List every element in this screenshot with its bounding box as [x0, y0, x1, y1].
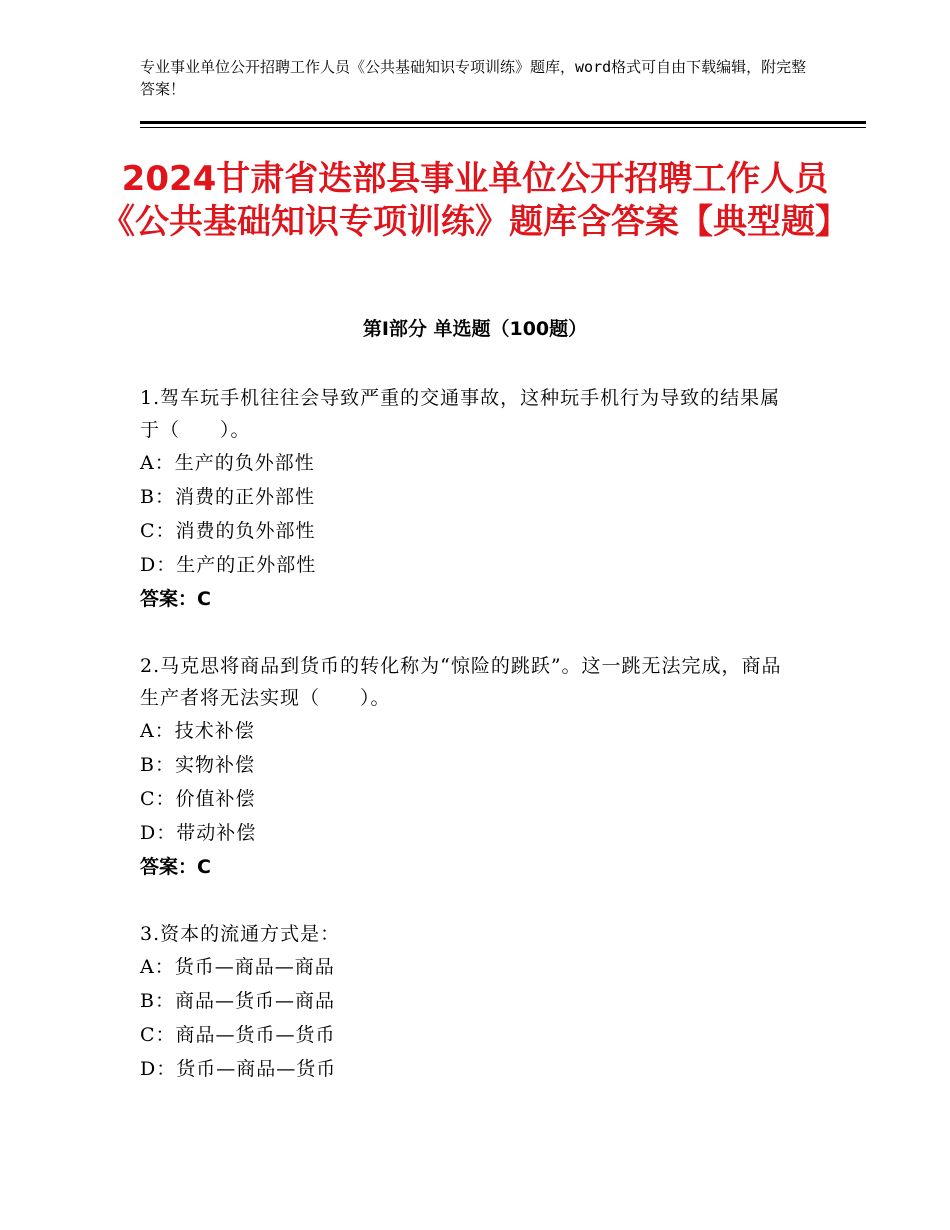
section-title: 第Ⅰ部分 单选题（100题）	[362, 318, 588, 340]
question-stem: 1.驾车玩手机往往会导致严重的交通事故，这种玩手机行为导致的结果属于（ ）。	[140, 387, 781, 441]
question-list	[140, 382, 800, 1120]
header-note: 专业事业单位公开招聘工作人员《公共基础知识专项训练》题库，word格式可自由下载编辑，附完整答案！	[140, 58, 807, 98]
option-b: B：商品—货币—商品	[140, 990, 335, 1012]
option-d: D：带动补偿	[140, 822, 257, 844]
answer: 答案：C	[140, 588, 211, 610]
question-stem: 2.马克思将商品到货币的转化称为“惊险的跳跃”。这一跳无法完成，商品生产者将无法实现（ ）。	[140, 655, 782, 709]
header-rule-thin	[140, 127, 866, 128]
option-d: D：货币—商品—货币	[140, 1058, 337, 1080]
question-2	[140, 650, 800, 884]
option-a: A：货币—商品—商品	[140, 956, 335, 978]
question-1	[140, 382, 800, 616]
document-title: 2024甘肃省迭部县事业单位公开招聘工作人员《公共基础知识专项训练》题库含答案【典型题】	[101, 159, 849, 242]
question-stem: 3.资本的流通方式是：	[140, 923, 341, 945]
question-3	[140, 918, 800, 1086]
option-b: B：消费的正外部性	[140, 486, 315, 508]
option-c: C：消费的负外部性	[140, 520, 316, 542]
option-d: D：生产的正外部性	[140, 554, 317, 576]
option-a: A：技术补偿	[140, 720, 255, 742]
answer: 答案：C	[140, 856, 211, 878]
option-c: C：价值补偿	[140, 788, 256, 810]
option-b: B：实物补偿	[140, 754, 255, 776]
header-rule-thick	[140, 121, 866, 124]
option-a: A：生产的负外部性	[140, 452, 315, 474]
option-c: C：商品—货币—货币	[140, 1024, 336, 1046]
